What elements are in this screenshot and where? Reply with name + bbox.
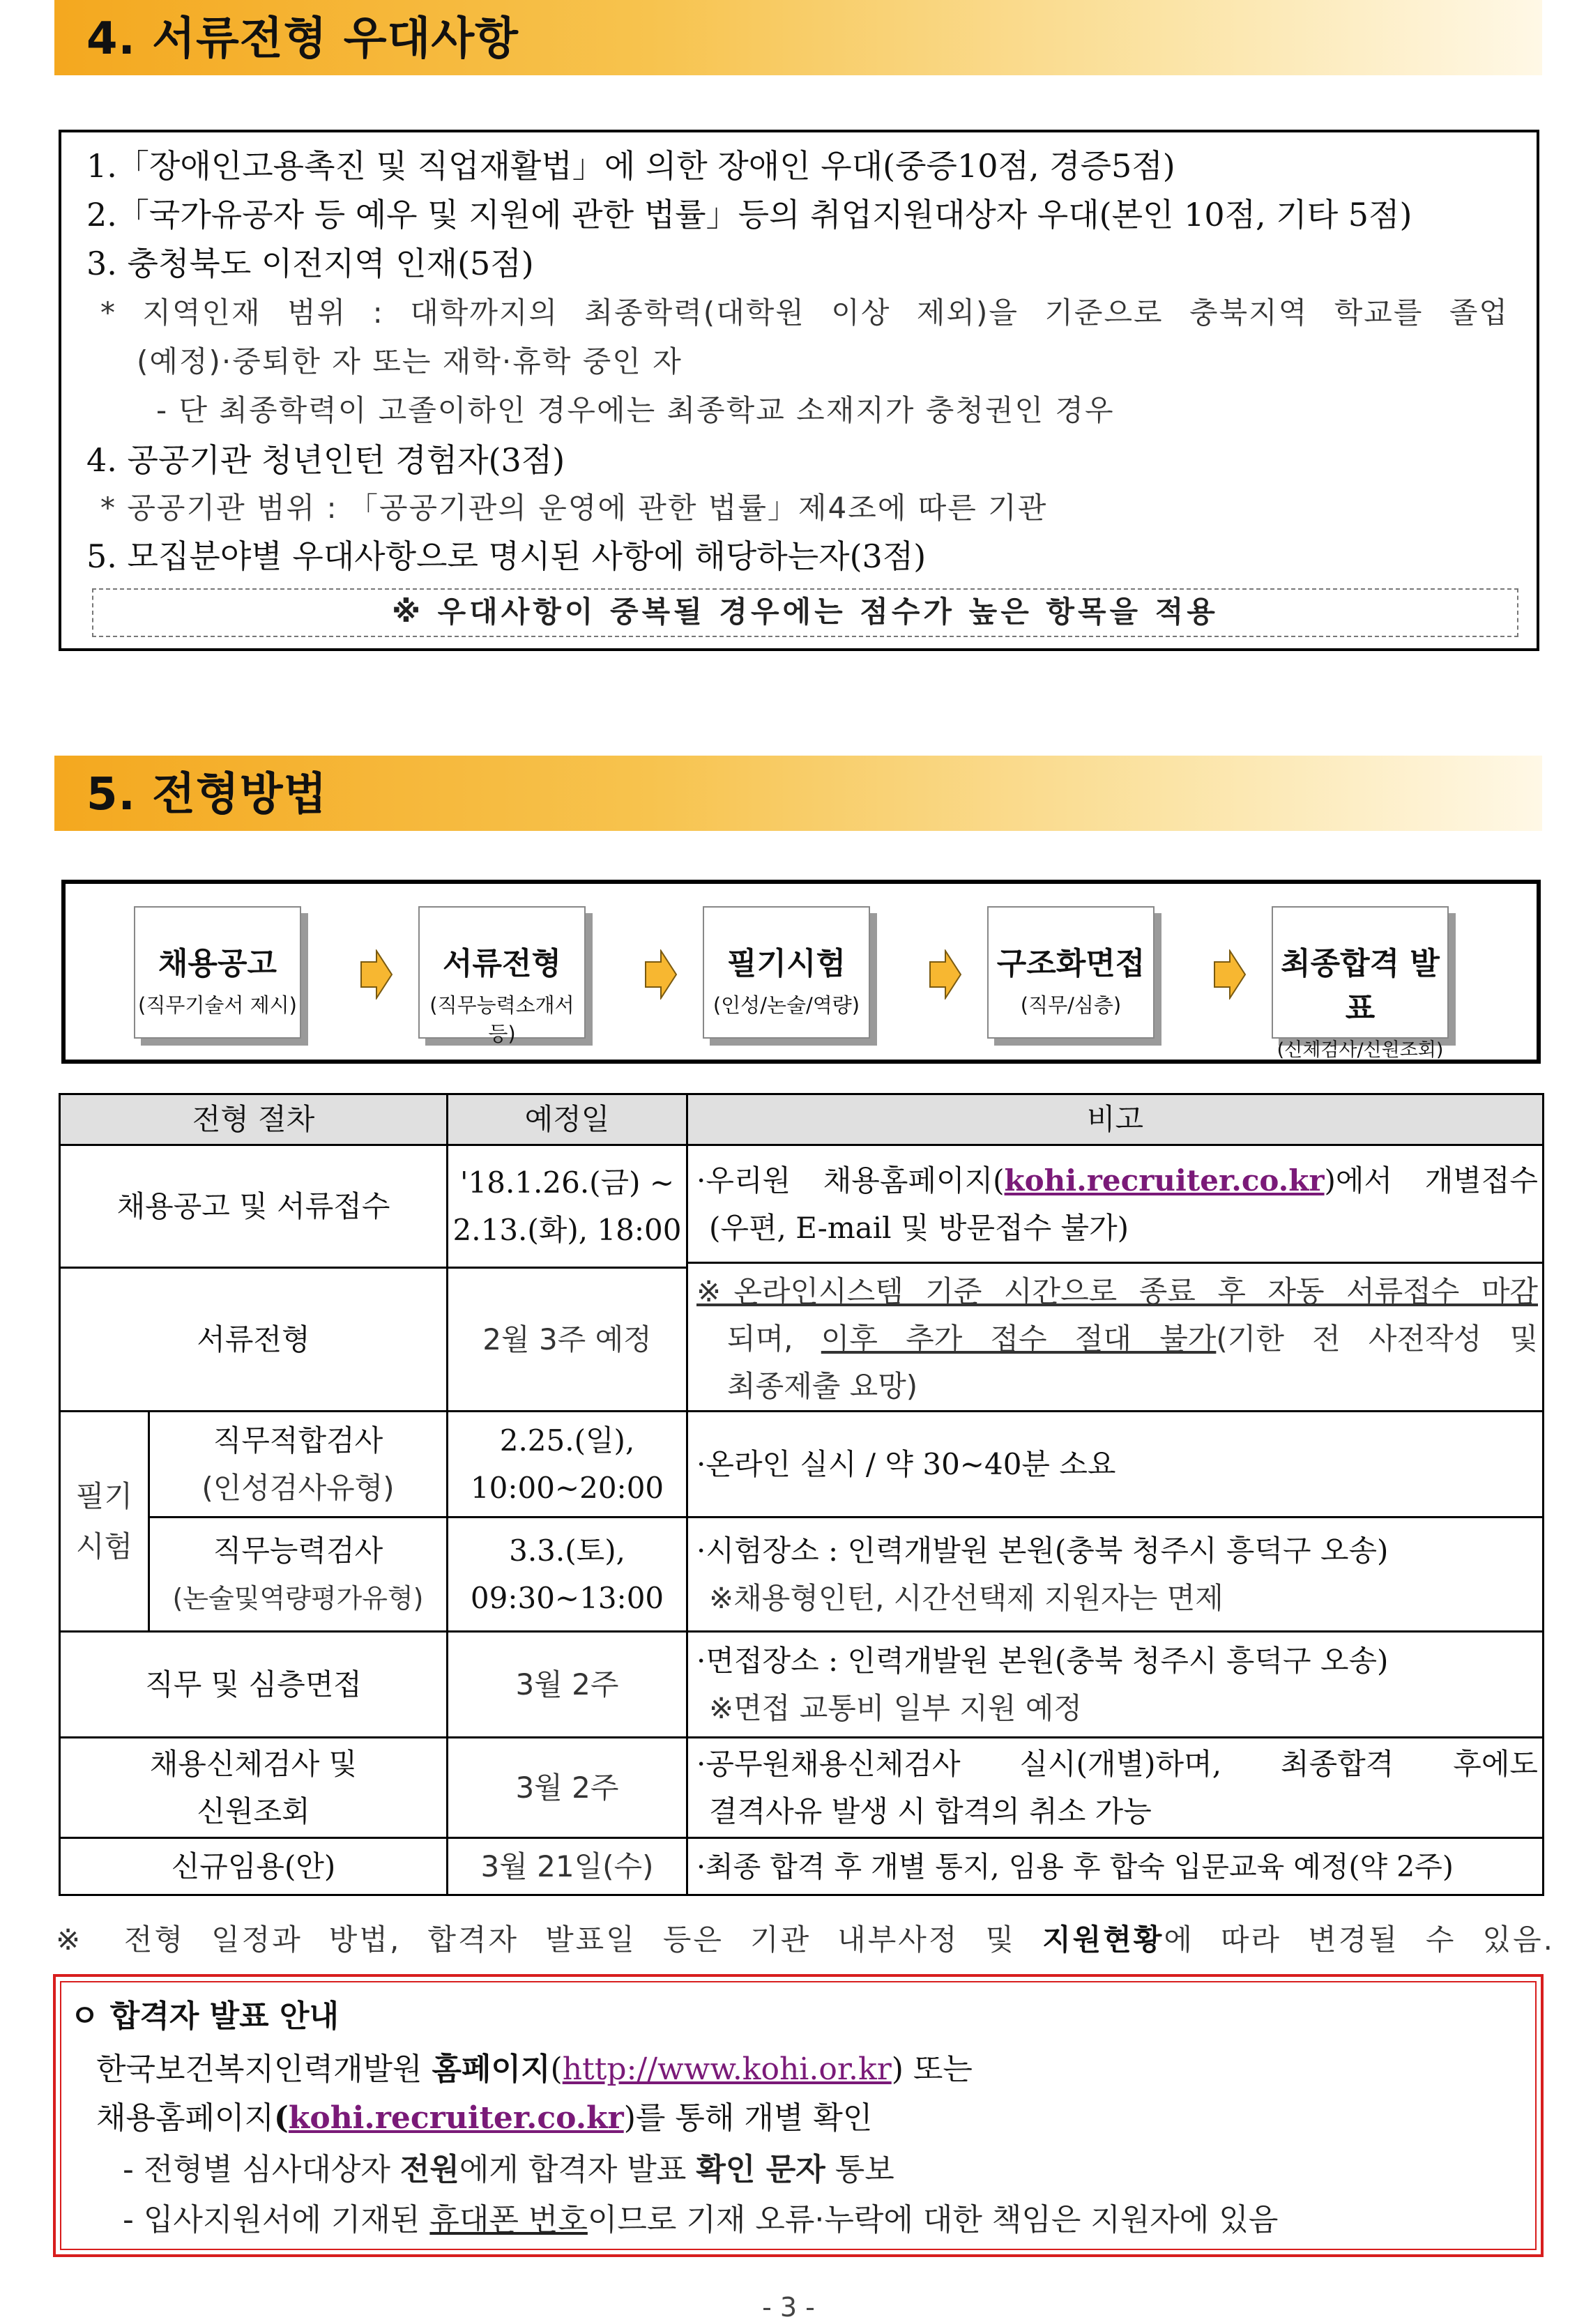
stage-line: 채용신체검사 및 — [149, 1746, 358, 1781]
stage-cell: 서류전형 — [60, 1268, 448, 1412]
announce-line-3: - 전형별 심사대상자 전원에게 합격자 발표 확인 문자 통보 — [123, 2152, 894, 2187]
arrow-right-icon — [929, 949, 962, 1000]
note-line: 결격사유 발생 시 합격의 취소 가능 — [709, 1794, 1152, 1828]
note-cell: ·최종 합격 후 개별 통지, 임용 후 합숙 입문교육 예정(약 2주) — [687, 1838, 1544, 1895]
note-line: ·공무원채용신체검사 실시(개별)하며, 최종합격 후에도 — [696, 1746, 1539, 1781]
section5-title: 5. 전형방법 — [86, 769, 328, 820]
arrow-right-icon — [360, 949, 393, 1000]
stage-cell: 신규임용(안) — [60, 1838, 448, 1895]
recruit-site-link[interactable]: kohi.recruiter.co.kr — [1004, 1163, 1325, 1198]
section4-header — [54, 0, 1542, 75]
note-line: ·시험장소 : 인력개발원 본원(충북 청주시 흥덕구 오송) — [696, 1533, 1389, 1568]
test-type: (논술및역량평가유형) — [172, 1582, 424, 1614]
table-row — [60, 1412, 1544, 1518]
note-cell — [687, 1145, 1544, 1412]
announce-title: ㅇ 합격자 발표 안내 — [70, 1998, 339, 2034]
table-row — [60, 1518, 1544, 1632]
date-cell — [448, 1518, 687, 1632]
pref-item-3-note: * 지역인재 범위 : 대학까지의 최종학력(대학원 이상 제외)을 기준으로 충북지역 학교를 졸업 — [100, 296, 1509, 330]
note-line: ·우리원 채용홈페이지(kohi.recruiter.co.kr)에서 개별접수 — [696, 1163, 1539, 1198]
pref-item-2: 2.「국가유공자 등 예우 및 지원에 관한 법률」등의 취업지원대상자 우대(본인 10점, 기타 5점) — [86, 196, 1412, 234]
announce-line-4: - 입사지원서에 기재된 휴대폰 번호이므로 기재 오류·누락에 대한 책임은 지원자에 있음 — [123, 2202, 1279, 2238]
process-flow — [61, 880, 1541, 1064]
pref-item-4: 4. 공공기관 청년인턴 경험자(3점) — [86, 441, 565, 479]
header-date: 예정일 — [448, 1094, 687, 1145]
test-name: 직무능력검사 — [213, 1533, 383, 1568]
schedule-footnote: ※ 전형 일정과 방법, 합격자 발표일 등은 기관 내부사정 및 지원현황에 따라 변경될 수 있음. — [56, 1922, 1555, 1957]
date-line: 3.3.(토), — [509, 1533, 625, 1568]
step-subtitle: (직무능력소개서 등) — [429, 993, 574, 1046]
note-cell: ·온라인 실시 / 약 30~40분 소요 — [687, 1412, 1544, 1518]
arrow-right-icon — [644, 949, 678, 1000]
test-name: 직무적합검사 — [213, 1423, 383, 1458]
date-cell: 2월 3주 예정 — [448, 1268, 687, 1412]
date-cell: 3월 21일(수) — [448, 1838, 687, 1895]
preference-box — [59, 130, 1539, 651]
date-line: 10:00~20:00 — [470, 1470, 664, 1505]
note-line: ※온라인시스템 기준 시간으로 종료 후 자동 서류접수 마감 — [696, 1274, 1539, 1308]
note-line: ·면접장소 : 인력개발원 본원(충북 청주시 흥덕구 오송) — [696, 1643, 1389, 1678]
date-line: 09:30~13:00 — [470, 1580, 664, 1615]
pref-item-3-note-cont: (예정)·중퇴한 자 또는 재학·휴학 중인 자 — [137, 344, 683, 379]
pref-item-4-note: * 공공기관 범위 : 「공공기관의 운영에 관한 법률」제4조에 따른 기관 — [100, 491, 1048, 525]
written-test-label: 필기 시험 — [60, 1412, 149, 1632]
step-title: 서류전형 — [442, 946, 561, 981]
recruit-site-link[interactable]: kohi.recruiter.co.kr — [288, 2100, 624, 2136]
date-line: 2.13.(화), 18:00 — [452, 1212, 682, 1247]
step-written-test — [703, 906, 870, 1039]
stage-cell — [60, 1738, 448, 1838]
date-line: '18.1.26.(금) ~ — [459, 1165, 675, 1200]
table-row — [60, 1738, 1544, 1838]
note-cell — [687, 1518, 1544, 1632]
date-line: 2.25.(일), — [499, 1423, 635, 1458]
stage-cell — [149, 1518, 448, 1632]
step-title: 구조화면접 — [996, 946, 1145, 981]
step-title: 채용공고 — [158, 946, 277, 981]
date-cell: 3월 2주 — [448, 1632, 687, 1738]
schedule-table — [59, 1093, 1544, 1896]
announce-line-2: 채용홈페이지(kohi.recruiter.co.kr)를 통해 개별 확인 — [96, 2100, 873, 2136]
step-final-announcement — [1272, 906, 1449, 1061]
section5-header — [54, 756, 1542, 831]
note-line: 되며, 이후 추가 접수 절대 불가(기한 전 사전작성 및 — [727, 1322, 1539, 1356]
page-number: - 3 - — [762, 2292, 815, 2323]
note-line: ※면접 교통비 일부 지원 예정 — [709, 1690, 1082, 1725]
stage-cell: 채용공고 및 서류접수 — [60, 1145, 448, 1268]
header-stage: 전형 절차 — [60, 1094, 448, 1145]
homepage-link[interactable]: http://www.kohi.or.kr — [562, 2051, 892, 2087]
pref-item-1: 1.「장애인고용촉진 및 직업재활법」에 의한 장애인 우대(중증10점, 경증5점) — [86, 147, 1175, 185]
step-subtitle: (인성/논술/역량) — [713, 993, 860, 1017]
test-type: (인성검사유형) — [201, 1470, 395, 1505]
note-cell — [687, 1738, 1544, 1838]
table-row — [60, 1838, 1544, 1895]
announce-line-1: 한국보건복지인력개발원 홈페이지(http://www.kohi.or.kr) 또는 — [96, 2051, 973, 2087]
date-cell — [448, 1145, 687, 1268]
announcement-box — [53, 1974, 1544, 2257]
step-subtitle: (직무기술서 제시) — [138, 993, 297, 1017]
note-line: (우편, E-mail 및 방문접수 불가) — [709, 1211, 1129, 1245]
step-subtitle: (신체검사/신원조회) — [1277, 1039, 1444, 1061]
note-line: 최종제출 요망) — [727, 1369, 918, 1403]
step-structured-interview — [987, 906, 1155, 1039]
pref-item-3-subnote: - 단 최종학력이 고졸이하인 경우에는 최종학교 소재지가 충청권인 경우 — [156, 393, 1115, 427]
step-recruit-notice — [134, 906, 301, 1039]
header-note: 비고 — [687, 1094, 1544, 1145]
step-title: 최종합격 발표 — [1281, 946, 1440, 1026]
pref-item-3: 3. 충청북도 이전지역 인재(5점) — [86, 245, 534, 282]
step-subtitle: (직무/심층) — [1020, 993, 1122, 1017]
step-document-screening — [418, 906, 586, 1046]
stage-line: 신원조회 — [197, 1794, 310, 1828]
stage-cell: 직무 및 심층면접 — [60, 1632, 448, 1738]
date-cell — [448, 1412, 687, 1518]
date-cell: 3월 2주 — [448, 1738, 687, 1838]
arrow-right-icon — [1213, 949, 1247, 1000]
duplicate-note: ※ 우대사항이 중복될 경우에는 점수가 높은 항목을 적용 — [92, 588, 1518, 637]
note-line: ※채용형인턴, 시간선택제 지원자는 면제 — [709, 1580, 1224, 1615]
stage-cell — [149, 1412, 448, 1518]
step-title: 필기시험 — [726, 946, 846, 981]
table-header-row — [60, 1094, 1544, 1145]
table-row — [60, 1632, 1544, 1738]
table-row — [60, 1145, 1544, 1268]
pref-item-5: 5. 모집분야별 우대사항으로 명시된 사항에 해당하는자(3점) — [86, 537, 927, 575]
section4-title: 4. 서류전형 우대사항 — [86, 13, 519, 65]
note-cell — [687, 1632, 1544, 1738]
